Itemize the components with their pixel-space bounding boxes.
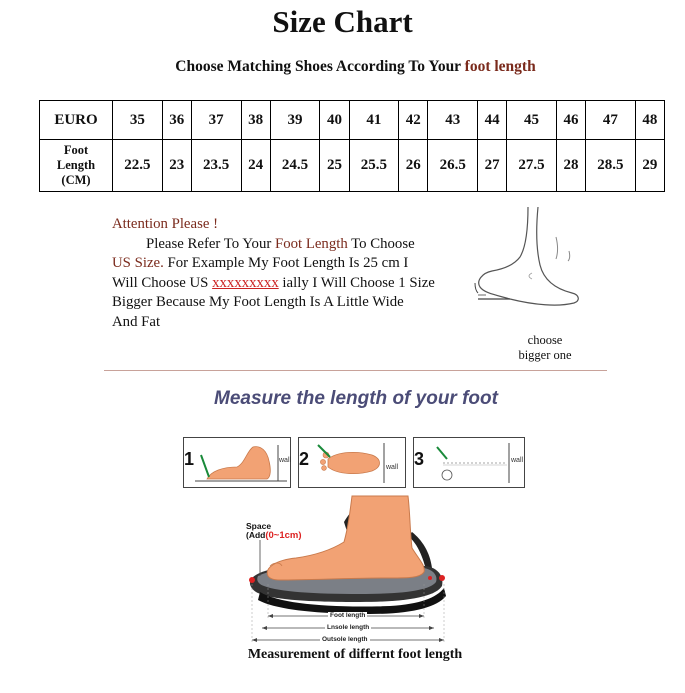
step-3-illustration xyxy=(413,437,525,488)
cm-cell: 28 xyxy=(556,140,585,192)
wall-label: wall xyxy=(386,464,399,471)
attention-text: ially I Will Choose 1 Size xyxy=(278,274,435,291)
euro-cell: 48 xyxy=(635,101,664,140)
redacted-text: xxxxxxxxx xyxy=(212,274,279,291)
foot-label-line: Foot xyxy=(63,143,89,157)
euro-cell: 47 xyxy=(586,101,636,140)
euro-cell: 35 xyxy=(113,101,163,140)
cm-cell: 24.5 xyxy=(270,140,320,192)
us-size-highlight: US Size. xyxy=(112,255,164,272)
euro-cell: 44 xyxy=(478,101,507,140)
euro-cell: 46 xyxy=(556,101,585,140)
attention-line: And Fat xyxy=(112,313,161,330)
euro-header: EURO xyxy=(40,101,113,140)
attention-text: To Choose xyxy=(347,235,415,252)
note-line: bigger one xyxy=(518,348,572,362)
euro-cell: 41 xyxy=(349,101,399,140)
step-number: 1 xyxy=(184,449,195,469)
attention-line xyxy=(112,254,482,274)
foot-length-highlight: Foot Length xyxy=(274,235,348,252)
attention-line: Bigger Because My Foot Length Is A Little Wide xyxy=(112,294,404,311)
foot-length-row xyxy=(40,140,665,192)
space-text: Space xyxy=(246,521,272,531)
attention-heading: Attention Please ! xyxy=(112,216,219,232)
euro-cell: 45 xyxy=(507,101,557,140)
step-1-panel xyxy=(183,437,291,488)
cm-cell: 25 xyxy=(320,140,349,192)
foot-length-header xyxy=(40,140,113,192)
cm-cell: 29 xyxy=(635,140,664,192)
cm-cell: 24 xyxy=(241,140,270,192)
cm-cell: 27 xyxy=(478,140,507,192)
foot-sketch-icon xyxy=(470,203,590,328)
page-title: Size Chart xyxy=(272,4,413,39)
space-range: (0~1cm) xyxy=(265,530,302,541)
attention-line xyxy=(112,235,482,255)
cm-cell: 22.5 xyxy=(113,140,163,192)
euro-cell: 43 xyxy=(428,101,478,140)
divider xyxy=(104,370,607,371)
space-add: (Add xyxy=(246,530,266,540)
cm-cell: 27.5 xyxy=(507,140,557,192)
attention-text: Will Choose US xyxy=(112,274,213,291)
euro-cell: 37 xyxy=(191,101,241,140)
step-number: 3 xyxy=(414,449,425,469)
step-1-illustration xyxy=(183,437,291,488)
euro-cell: 42 xyxy=(399,101,428,140)
foot-length-label: Foot length xyxy=(330,612,366,619)
euro-cell: 36 xyxy=(162,101,191,140)
attention-line xyxy=(112,274,482,294)
note-line: choose xyxy=(527,333,563,347)
euro-cell: 39 xyxy=(270,101,320,140)
choose-bigger-note xyxy=(505,333,585,363)
subtitle-text: Choose Matching Shoes According To Your xyxy=(175,58,465,75)
cm-cell: 26 xyxy=(399,140,428,192)
step-2-panel xyxy=(298,437,406,488)
euro-row xyxy=(40,101,665,140)
wall-label: wall xyxy=(511,457,524,464)
attention-text: For Example My Foot Length Is 25 cm I xyxy=(163,255,409,272)
foot-in-shoe-diagram xyxy=(240,492,455,642)
subtitle xyxy=(0,58,685,76)
cm-cell: 26.5 xyxy=(428,140,478,192)
euro-cell: 38 xyxy=(241,101,270,140)
space-add-text xyxy=(246,531,302,540)
outsole-length-label: Outsole length xyxy=(322,636,368,643)
cm-cell: 25.5 xyxy=(349,140,399,192)
step-number: 2 xyxy=(299,449,310,469)
foot-label-line: Length xyxy=(56,158,96,172)
space-label xyxy=(246,522,302,540)
attention-text: Please Refer To Your xyxy=(146,235,275,252)
wall-label: wall xyxy=(279,457,292,464)
size-table xyxy=(39,100,665,192)
diagram-caption: Measurement of differnt foot length xyxy=(247,647,463,662)
cm-cell: 23 xyxy=(162,140,191,192)
step-2-illustration xyxy=(298,437,406,488)
step-3-panel xyxy=(413,437,524,488)
cm-cell: 28.5 xyxy=(586,140,636,192)
subtitle-highlight: foot length xyxy=(464,58,536,75)
cm-cell: 23.5 xyxy=(191,140,241,192)
insole-length-label: Lnsole length xyxy=(327,624,370,631)
measure-title: Measure the length of your foot xyxy=(214,388,498,409)
euro-cell: 40 xyxy=(320,101,349,140)
foot-label-line: (CM) xyxy=(61,173,91,187)
attention-note xyxy=(112,215,482,333)
